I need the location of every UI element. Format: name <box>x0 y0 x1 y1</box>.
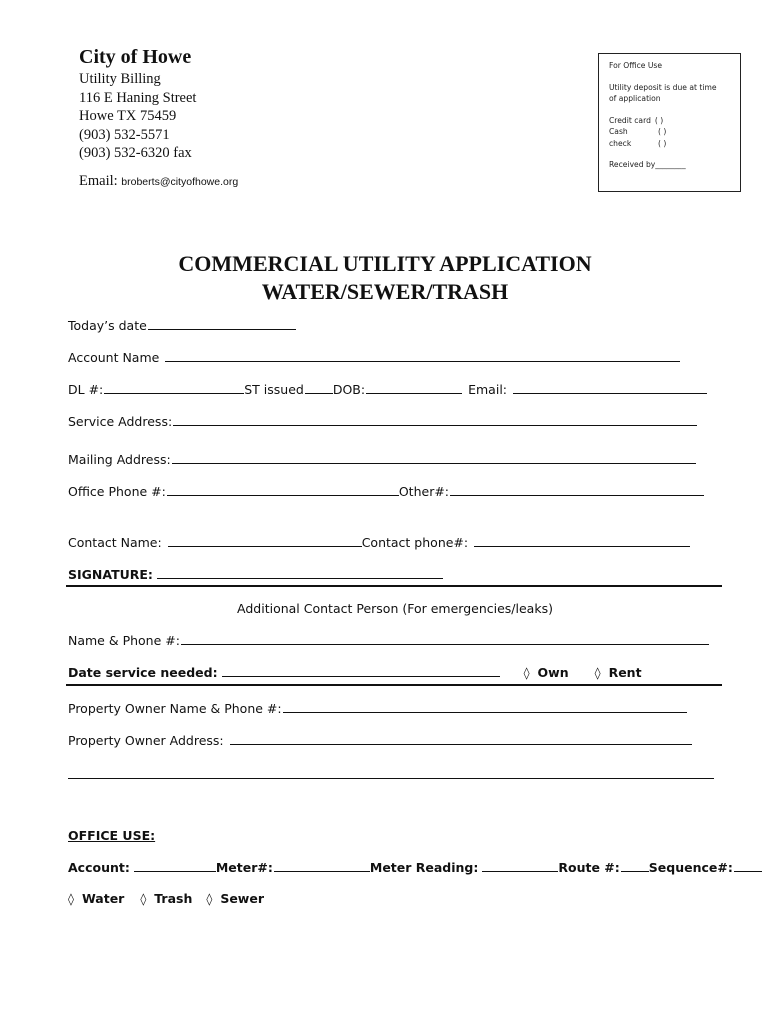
signature-label: SIGNATURE: <box>68 567 153 582</box>
account-name-field[interactable] <box>165 349 680 362</box>
owner-name-phone-field[interactable] <box>283 700 687 713</box>
st-issued-field[interactable] <box>305 381 333 394</box>
contact-email <box>79 173 238 190</box>
date-service-row <box>68 664 642 680</box>
payment-credit-card <box>609 115 730 127</box>
contact-name-label: Contact Name: <box>68 535 162 550</box>
deposit-note-1: Utility deposit is due at time <box>609 82 717 92</box>
owner-name-phone-row <box>68 700 687 716</box>
office-box-title: For Office Use <box>609 61 663 70</box>
own-label: Own <box>537 665 569 680</box>
service-address-field[interactable] <box>173 413 697 426</box>
owner-address-field[interactable] <box>230 732 692 745</box>
payment-cash <box>609 126 730 138</box>
service-type-row <box>68 891 264 906</box>
service-address-row <box>68 413 697 429</box>
meter-field[interactable] <box>274 859 370 872</box>
owner-address-line2-field[interactable] <box>68 766 714 779</box>
credit-card-checkbox: ( ) <box>654 115 664 125</box>
date-service-field[interactable] <box>222 664 500 677</box>
email-field[interactable] <box>513 381 707 394</box>
diamond-icon: ◊ <box>68 892 74 906</box>
dob-label: DOB: <box>332 382 366 397</box>
name-phone-row <box>68 632 709 648</box>
email-label: Email: <box>79 172 118 189</box>
account-name-row <box>68 349 680 365</box>
diamond-icon: ◊ <box>594 666 601 680</box>
city-name: City of Howe <box>79 46 192 68</box>
office-phone-field[interactable] <box>167 483 399 496</box>
route-label: Route #: <box>558 860 620 875</box>
todays-date-label: Today’s date <box>68 318 147 333</box>
owner-address-label: Property Owner Address: <box>68 733 224 748</box>
sewer-label: Sewer <box>220 891 264 906</box>
signature-row <box>68 566 443 582</box>
todays-date-field[interactable] <box>148 317 296 330</box>
name-phone-label: Name & Phone #: <box>68 633 180 648</box>
check-checkbox: ( ) <box>658 138 667 148</box>
account-label: Account: <box>68 860 130 875</box>
dl-label: DL #: <box>68 382 104 397</box>
account-field[interactable] <box>134 859 216 872</box>
office-phone-label: Office Phone #: <box>68 484 166 499</box>
email-value: broberts@cityofhowe.org <box>121 175 239 188</box>
form-subtitle: WATER/SEWER/TRASH <box>261 279 509 304</box>
payment-check <box>609 138 730 150</box>
signature-field[interactable] <box>157 566 443 579</box>
mailing-address-field[interactable] <box>172 451 696 464</box>
owner-name-phone-label: Property Owner Name & Phone #: <box>68 701 282 716</box>
sequence-label: Sequence#: <box>648 860 733 875</box>
credit-card-label: Credit card <box>609 115 651 125</box>
dl-row <box>68 381 707 397</box>
date-service-label: Date service needed: <box>68 665 218 680</box>
received-by: Received by________ <box>609 160 686 169</box>
account-name-label: Account Name <box>68 350 160 365</box>
meter-label: Meter#: <box>215 860 273 875</box>
other-phone-label: Other#: <box>398 484 450 499</box>
route-field[interactable] <box>621 859 649 872</box>
diamond-icon: ◊ <box>140 892 147 906</box>
trash-option[interactable] <box>140 891 192 906</box>
own-option[interactable] <box>524 665 569 680</box>
dl-field[interactable] <box>104 381 244 394</box>
city-state-zip: Howe TX 75459 <box>79 108 177 124</box>
trash-label: Trash <box>154 891 193 906</box>
diamond-icon: ◊ <box>206 892 213 906</box>
deposit-note-2: of application <box>609 94 661 103</box>
meter-reading-label: Meter Reading: <box>369 860 479 875</box>
phone-number: (903) 532-5571 <box>79 126 170 143</box>
office-use-heading-row <box>68 828 155 843</box>
water-option[interactable] <box>68 891 124 906</box>
office-use-fields-row <box>68 859 762 875</box>
fax-number: (903) 532-6320 fax <box>79 145 192 161</box>
section-divider <box>66 585 722 587</box>
name-phone-field[interactable] <box>181 632 709 645</box>
office-use-box <box>598 53 741 192</box>
contact-name-field[interactable] <box>168 534 362 547</box>
office-phone-row <box>68 483 704 499</box>
rent-label: Rent <box>608 665 642 680</box>
contact-phone-field[interactable] <box>474 534 690 547</box>
other-phone-field[interactable] <box>450 483 704 496</box>
additional-contact-heading: Additional Contact Person (For emergencies/leaks) <box>237 601 553 616</box>
contact-phone-label: Contact phone#: <box>361 535 469 550</box>
check-label: check <box>609 138 632 148</box>
meter-reading-field[interactable] <box>482 859 558 872</box>
rent-option[interactable] <box>595 665 642 680</box>
diamond-icon: ◊ <box>523 666 530 680</box>
water-label: Water <box>81 891 125 906</box>
email-field-label: Email: <box>468 382 508 397</box>
sewer-option[interactable] <box>206 891 264 906</box>
dob-field[interactable] <box>366 381 462 394</box>
street-address: 116 E Haning Street <box>79 89 197 106</box>
st-issued-label: ST issued <box>244 382 304 397</box>
office-use-heading: OFFICE USE: <box>68 828 156 843</box>
owner-address-row <box>68 732 692 748</box>
contact-row <box>68 534 690 550</box>
todays-date-row <box>68 317 296 333</box>
cash-checkbox: ( ) <box>658 127 667 136</box>
mailing-address-label: Mailing Address: <box>68 452 171 467</box>
cash-label: Cash <box>609 127 628 136</box>
owner-address-line2-row <box>68 766 714 779</box>
letterhead <box>79 44 238 190</box>
mailing-address-row <box>68 451 696 467</box>
sequence-field[interactable] <box>734 859 762 872</box>
form-title: COMMERCIAL UTILITY APPLICATION <box>178 251 592 276</box>
department: Utility Billing <box>79 71 161 87</box>
section-divider <box>66 684 722 686</box>
service-address-label: Service Address: <box>68 414 173 429</box>
